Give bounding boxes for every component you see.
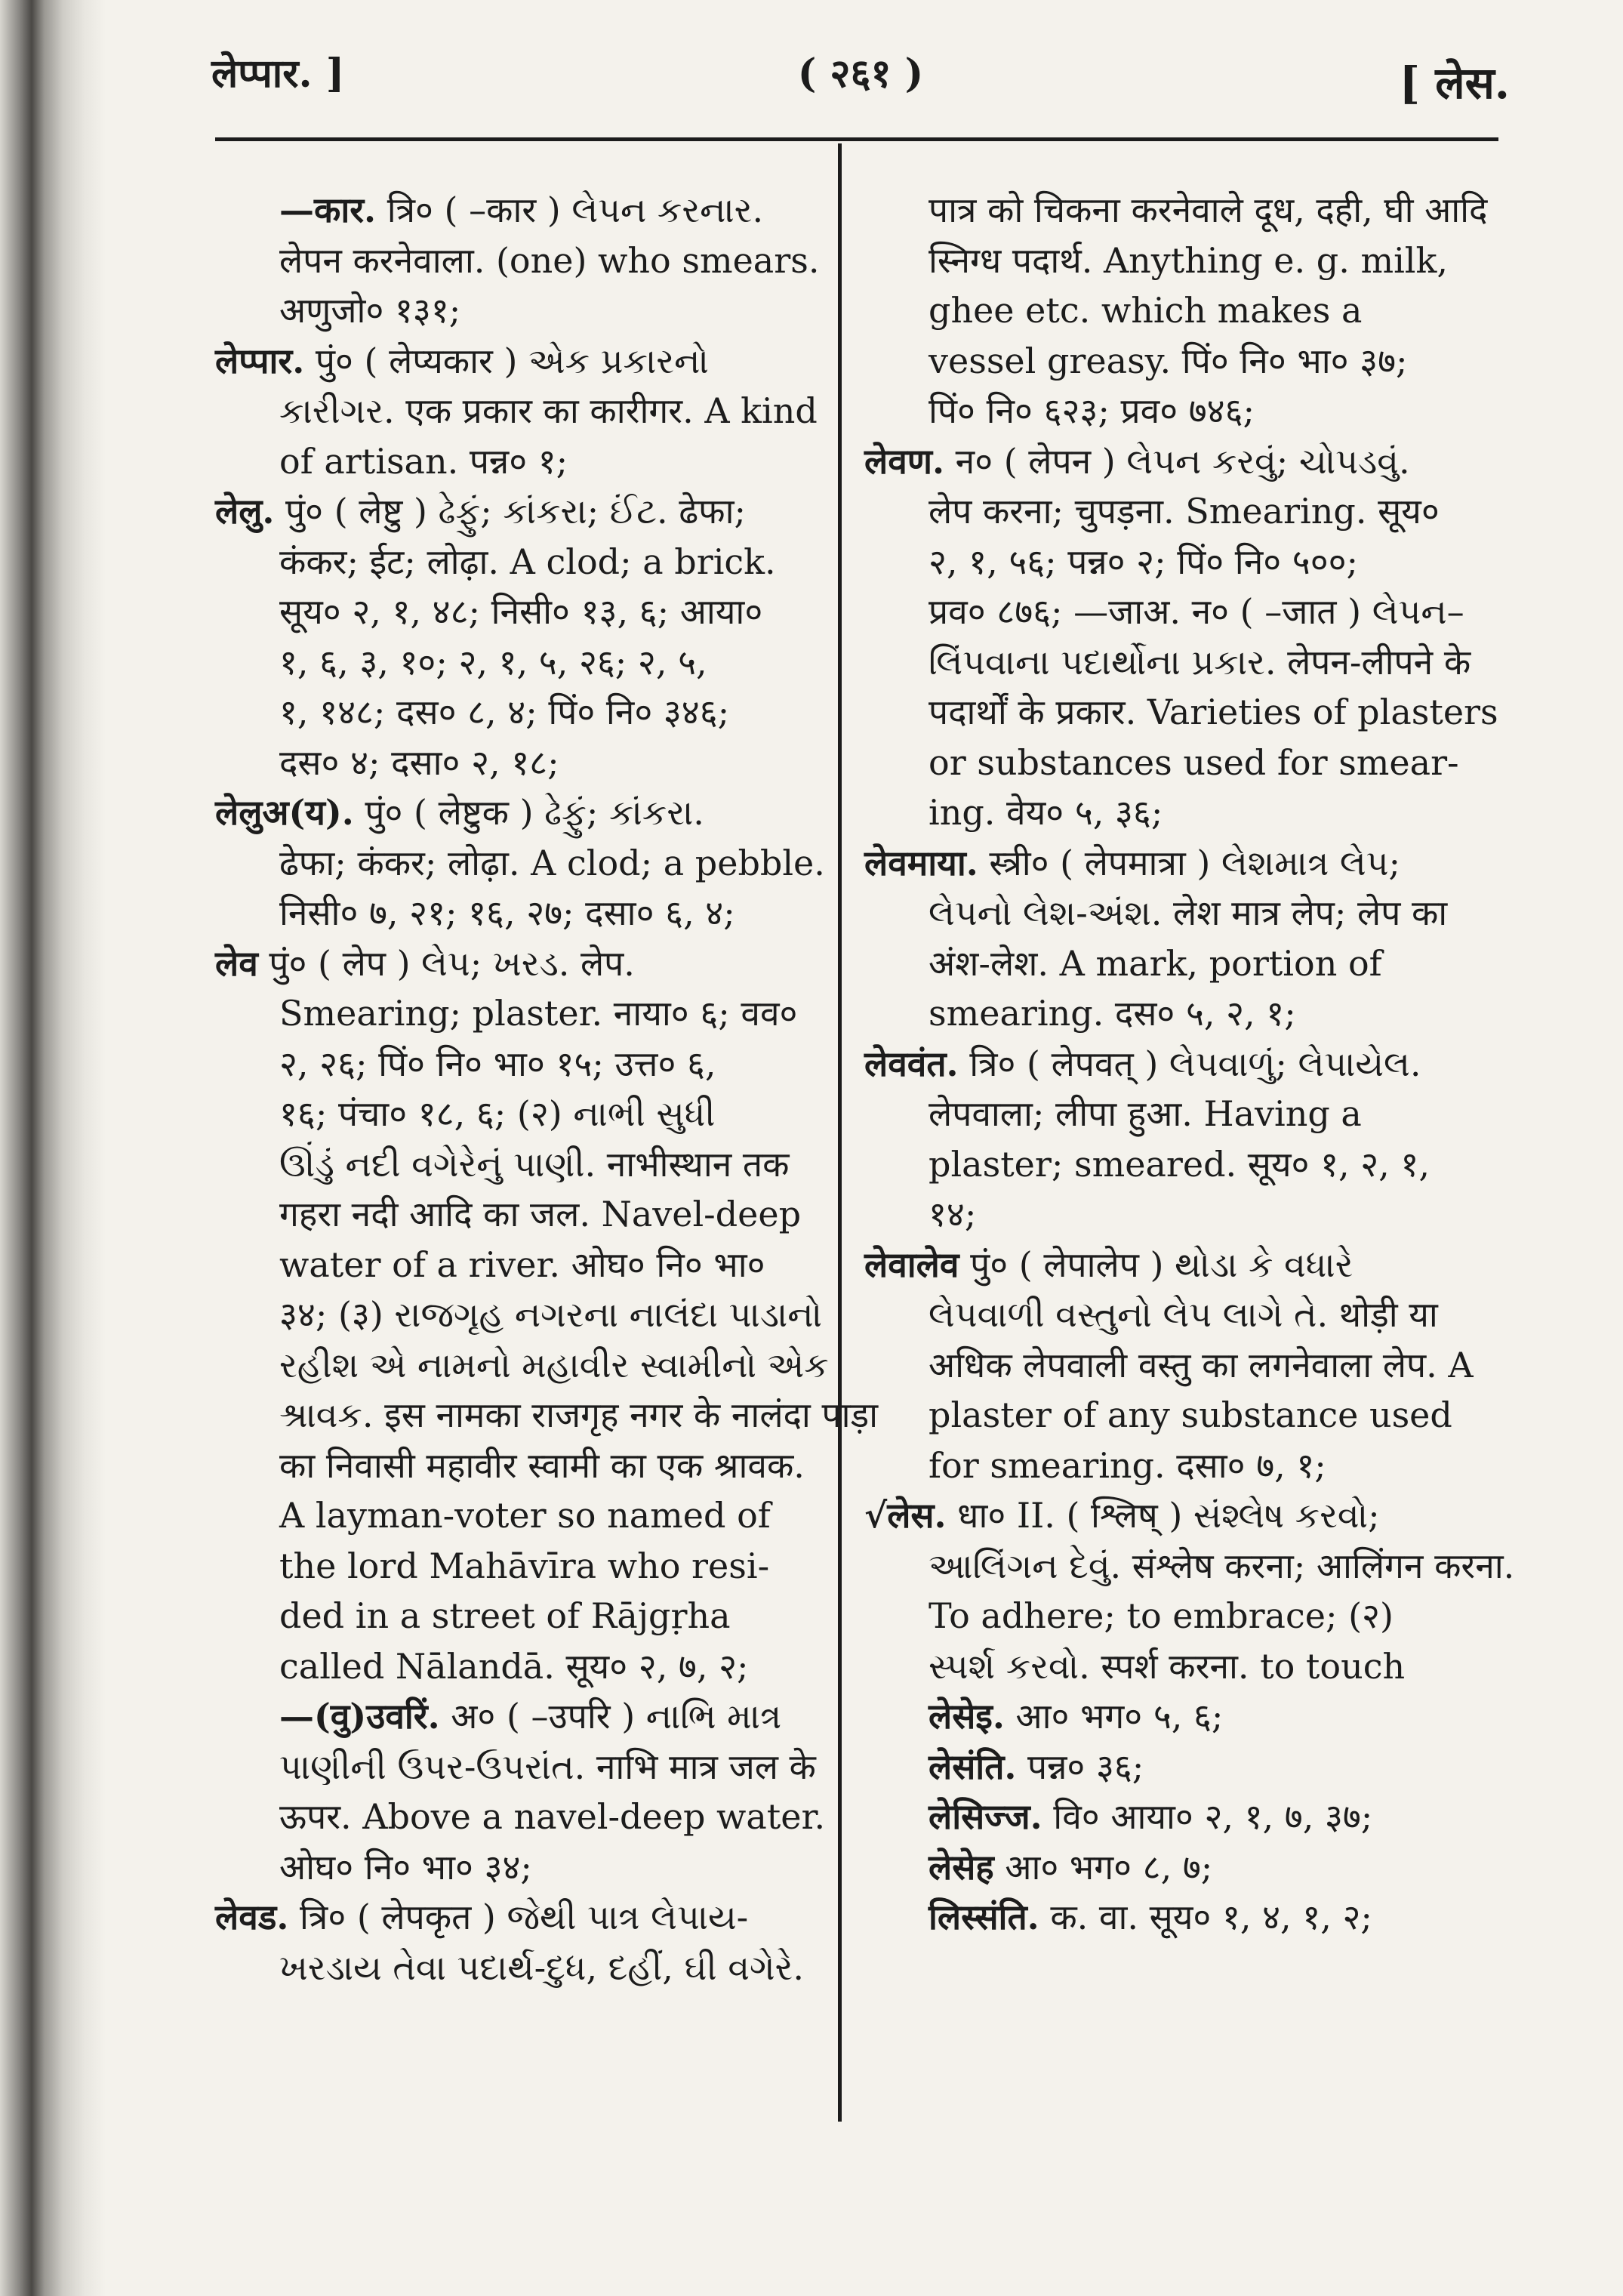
entry-line xyxy=(215,436,819,487)
entry-line xyxy=(215,738,819,788)
entry-line xyxy=(215,637,819,688)
entry-text: अ० ( –उपरि ) નાભિ માત્ર xyxy=(439,1696,782,1737)
entry-line xyxy=(864,1240,1468,1290)
entry-text: गहरा नदी आदि का जल. Navel-deep xyxy=(279,1194,802,1234)
entry-line xyxy=(215,1290,823,1340)
entry-line xyxy=(864,1641,1468,1692)
entry-text: of artisan. पन्न० १; xyxy=(279,440,568,482)
running-head-right: [ लेस. xyxy=(1399,57,1510,109)
entry-line xyxy=(864,436,1468,487)
entry-text: પાણીની ઉપર-ઉપરાંત. नाभि मात्र जल के xyxy=(279,1746,816,1787)
entry-text: अधिक लेपवाली वस्तु का लगनेवाला लेप. A xyxy=(929,1344,1474,1385)
entry-text: त्रि० ( –कार ) લેપન કરનાર. xyxy=(376,190,764,230)
header-rule xyxy=(215,137,1498,141)
entry-text: ओघ० नि० भा० ३४; xyxy=(279,1846,532,1888)
entry-line xyxy=(215,486,819,537)
entry-line xyxy=(864,1039,1468,1089)
entry-text: पुं० ( लेप्यकार ) એક પ્રકારનો xyxy=(304,340,709,381)
entry-text: पात्र को चिकना करनेवाले दूध, दही, घी आदि xyxy=(929,190,1488,230)
entry-line xyxy=(215,687,819,738)
entry-text: २, २६; पिं० नि० भा० १५; उत्त० ६, xyxy=(279,1043,716,1084)
entry-line xyxy=(864,1792,1468,1842)
right-column xyxy=(864,185,1515,1943)
entry-text: १, ६, ३, १०; २, १, ५, २६; २, ५, xyxy=(279,641,707,683)
entry-text: ઊંડું નદી વગેરેનું પાણી. नाभीस्थान तक xyxy=(279,1143,790,1185)
entry-text: प्रव० ८७६; —जाअ. न० ( –जात ) લેપન– xyxy=(929,591,1464,632)
entry-text: vessel greasy. पिं० नि० भा० ३७; xyxy=(929,340,1408,381)
entry-text: લેપવાળી વસ્તુનો લેપ લાગે તે. थोड़ी या xyxy=(929,1294,1438,1335)
entry-text: निसी० ७, २१; १६, २७; दसा० ६, ४; xyxy=(279,892,735,933)
entry-line xyxy=(864,587,1468,637)
headword: लेसेइ. xyxy=(929,1696,1005,1737)
entry-line xyxy=(864,1390,1468,1441)
entry-text: ખરડાય તેવા પદાર્થ-દુધ, દહીં, ઘી વગેરે. xyxy=(279,1946,804,1988)
entry-line xyxy=(215,1792,826,1842)
entry-line xyxy=(215,537,819,587)
entry-text: A layman-voter so named of xyxy=(279,1495,771,1536)
entry-text: water of a river. ओघ० नि० भा० xyxy=(279,1244,765,1285)
entry-line xyxy=(864,185,1488,236)
entry-text: क. वा. सूय० १, ४, १, २; xyxy=(1039,1897,1372,1937)
entry-text: धा० II. ( श्लिष् ) સંશ્લેષ કરવો; xyxy=(946,1495,1380,1536)
entry-line xyxy=(864,637,1471,688)
entry-line xyxy=(215,1240,819,1290)
entry-text: लेपन करनेवाला. (one) who smears. xyxy=(279,239,820,281)
entry-line xyxy=(864,1742,1468,1792)
entry-line xyxy=(864,787,1468,838)
entry-line xyxy=(864,938,1468,989)
entry-text: સ્પર્શ કરવો. स्पर्श करना. to touch xyxy=(929,1645,1406,1687)
headword: √लेस. xyxy=(864,1495,947,1536)
entry-line xyxy=(215,1541,819,1592)
entry-text: का निवासी महावीर स्वामी का एक श्रावक. xyxy=(279,1444,805,1486)
entry-line xyxy=(864,1892,1468,1943)
headword: —कार. xyxy=(279,190,377,230)
entry-text: ऊपर. Above a navel-deep water. xyxy=(279,1796,826,1837)
entry-text: ढेफा; कंकर; लोढ़ा. A clod; a pebble. xyxy=(279,842,825,883)
entry-text: Smearing; plaster. नाया० ६; वव० xyxy=(279,993,798,1034)
entry-line xyxy=(864,687,1498,738)
entry-text: दस० ४; दसा० २, १८; xyxy=(279,741,559,783)
entry-line xyxy=(215,1441,819,1491)
entry-line xyxy=(864,1441,1468,1491)
entry-text: for smearing. दसा० ७, १; xyxy=(929,1444,1326,1486)
entry-line xyxy=(864,1591,1468,1641)
entry-text: सूय० २, १, ४८; निसी० १३, ६; आया० xyxy=(279,591,763,632)
entry-text: आ० भग० ५, ६; xyxy=(1004,1696,1224,1737)
column-divider xyxy=(838,143,842,2122)
entry-text: २, १, ५६; पन्न० २; पिं० नि० ५००; xyxy=(929,541,1359,582)
entry-text: smearing. दस० ५, २, १; xyxy=(929,993,1296,1034)
entry-text: આલિંગન દેવું. संश्लेष करना; आलिंगन करना. xyxy=(929,1545,1515,1586)
entry-line xyxy=(215,1691,819,1742)
entry-text: the lord Mahāvīra who resi- xyxy=(279,1545,770,1586)
entry-text: ing. वेय० ५, ३६; xyxy=(929,792,1163,833)
entry-text: લેપનો લેશ-અંશ. लेश मात्र लेप; लेप का xyxy=(929,892,1448,933)
entry-line xyxy=(215,1340,829,1391)
entry-line xyxy=(215,1490,819,1541)
entry-line xyxy=(215,1591,819,1641)
entry-text: કારીગર. एक प्रकार का कारीगर. A kind xyxy=(279,390,818,431)
entry-line xyxy=(864,537,1468,587)
entry-line xyxy=(215,1742,819,1792)
entry-text: શ્રાવક. इस नामका राजगृह नगर के नालंदा पाड़ा xyxy=(279,1395,879,1435)
entry-text: called Nālandā. सूय० २, ७, २; xyxy=(279,1645,749,1687)
entry-line xyxy=(215,336,819,387)
entry-text: स्त्री० ( लेपमात्रा ) લેશમાત્ર લેપ; xyxy=(978,842,1400,883)
entry-text: or substances used for smear- xyxy=(929,741,1459,783)
headword: लेसिज्ज. xyxy=(929,1796,1042,1837)
entry-text: अणुजो० १३१; xyxy=(279,290,461,331)
entry-line xyxy=(864,738,1468,788)
entry-text: कंकर; ईट; लोढ़ा. A clod; a brick. xyxy=(279,541,776,582)
headword: लेवड. xyxy=(215,1897,289,1937)
entry-line xyxy=(864,1340,1474,1391)
entry-line xyxy=(864,1290,1468,1340)
page-header xyxy=(211,45,1510,121)
page-number: ( २६१ ) xyxy=(797,51,924,97)
entry-text: वि० आया० २, १, ७, ३७; xyxy=(1042,1796,1373,1837)
entry-line xyxy=(864,336,1468,387)
entry-line xyxy=(215,888,819,938)
entry-line xyxy=(215,787,819,838)
entry-line xyxy=(864,1089,1468,1139)
entry-text: १६; पंचा० १८, ६; (२) નાભી સુધી xyxy=(279,1093,716,1134)
entry-line xyxy=(864,1842,1468,1893)
entry-text: पन्न० ३६; xyxy=(1016,1746,1144,1787)
headword: —(वु)उवरिं. xyxy=(279,1696,440,1737)
entry-text: पिं० नि० ६२३; प्रव० ७४६; xyxy=(929,390,1255,431)
entry-line xyxy=(215,1943,819,1993)
entry-line xyxy=(864,1139,1468,1190)
entry-text: पदार्थों के प्रकार. Varieties of plasters xyxy=(929,692,1498,732)
entry-line xyxy=(864,486,1468,537)
entry-text: त्रि० ( लेपकृत ) જેથી પાત્ર લેપાય- xyxy=(288,1897,749,1937)
headword: लेप्पार. xyxy=(215,340,305,381)
entry-line xyxy=(215,1189,819,1240)
entry-line xyxy=(215,1641,819,1692)
entry-text: १, १४८; दस० ८, ४; पिं० नि० ३४६; xyxy=(279,692,730,732)
entry-line xyxy=(215,1139,819,1190)
entry-line xyxy=(864,988,1468,1039)
running-head-left: लेप्पार. ] xyxy=(211,51,345,97)
headword: लेलुअ(य). xyxy=(215,792,354,833)
entry-line xyxy=(215,185,819,236)
entry-text: स्निग्ध पदार्थ. Anything e. g. milk, xyxy=(929,239,1449,281)
entry-line xyxy=(864,386,1468,436)
entry-line xyxy=(864,285,1468,336)
headword: लेसंति. xyxy=(929,1746,1017,1787)
entry-text: રહીશ એ નામનો મહાવીર સ્વામીનો એક xyxy=(279,1344,829,1385)
entry-line xyxy=(864,1189,1468,1240)
entry-line xyxy=(864,1541,1515,1592)
left-column xyxy=(215,185,879,1992)
entry-line xyxy=(215,938,819,989)
entry-line xyxy=(864,1490,1468,1541)
entry-text: १४; xyxy=(929,1194,977,1234)
entry-line xyxy=(215,587,819,637)
entry-text: पुं० ( लेष्टु ) ઢેફું; કાંકરા; ઈંટ. ढेफा; xyxy=(274,491,747,532)
entry-text: ३४; (३) રાજગૃહ નગરના નાલંદા પાડાનો xyxy=(279,1294,823,1335)
entry-text: To adhere; to embrace; (२) xyxy=(929,1595,1394,1636)
headword: लेव xyxy=(215,942,258,984)
entry-text: લિંપવાના પદાર્થોના પ્રકાર. लेपन-लीपने के xyxy=(929,641,1471,683)
entry-line xyxy=(215,1390,879,1441)
headword: लेववंत. xyxy=(864,1043,959,1084)
entry-text: ded in a street of Rājgṛha xyxy=(279,1595,731,1636)
entry-line xyxy=(864,1691,1468,1742)
entry-text: न० ( लेपन ) લેપન કરવું; ચોપડવું. xyxy=(944,440,1410,482)
entry-text: पुं० ( लेपालेप ) થોડા કે વધારે xyxy=(959,1244,1354,1285)
entry-text: अंश-लेश. A mark, portion of xyxy=(929,942,1382,984)
entry-text: पुं० ( लेप ) લેપ; ખરડ. लेप. xyxy=(257,942,635,984)
headword: लेलु. xyxy=(215,491,275,532)
entry-text: plaster; smeared. सूय० १, २, १, xyxy=(929,1143,1430,1185)
headword: लेवालेव xyxy=(864,1244,959,1285)
entry-line xyxy=(215,1039,819,1089)
entry-line xyxy=(864,888,1468,938)
entry-text: त्रि० ( लेपवत् ) લેપવાળું; લેપાયેલ. xyxy=(958,1043,1421,1084)
entry-line xyxy=(215,285,819,336)
entry-text: लेप करना; चुपड़ना. Smearing. सूय० xyxy=(929,491,1440,532)
entry-line xyxy=(215,386,819,436)
headword: लिस्संति. xyxy=(929,1897,1039,1937)
entry-line xyxy=(215,1842,819,1893)
entry-line xyxy=(215,1089,819,1139)
entry-text: पुं० ( लेष्टुक ) ઢેફું; કાંકરા. xyxy=(353,792,704,833)
headword: लेवमाया. xyxy=(864,842,978,883)
entry-line xyxy=(215,988,819,1039)
entry-text: आ० भग० ८, ७; xyxy=(993,1846,1213,1888)
entry-line xyxy=(864,236,1468,286)
entry-text: ghee etc. which makes a xyxy=(929,290,1363,331)
book-binding-shadow xyxy=(0,0,106,2296)
headword: लेवण. xyxy=(864,440,945,482)
entry-line xyxy=(215,838,825,889)
headword: लेसेह xyxy=(929,1846,994,1888)
entry-text: लेपवाला; लीपा हुआ. Having a xyxy=(929,1093,1362,1134)
entry-text: plaster of any substance used xyxy=(929,1395,1452,1435)
entry-line xyxy=(215,1892,819,1943)
entry-line xyxy=(215,236,819,286)
entry-line xyxy=(864,838,1468,889)
